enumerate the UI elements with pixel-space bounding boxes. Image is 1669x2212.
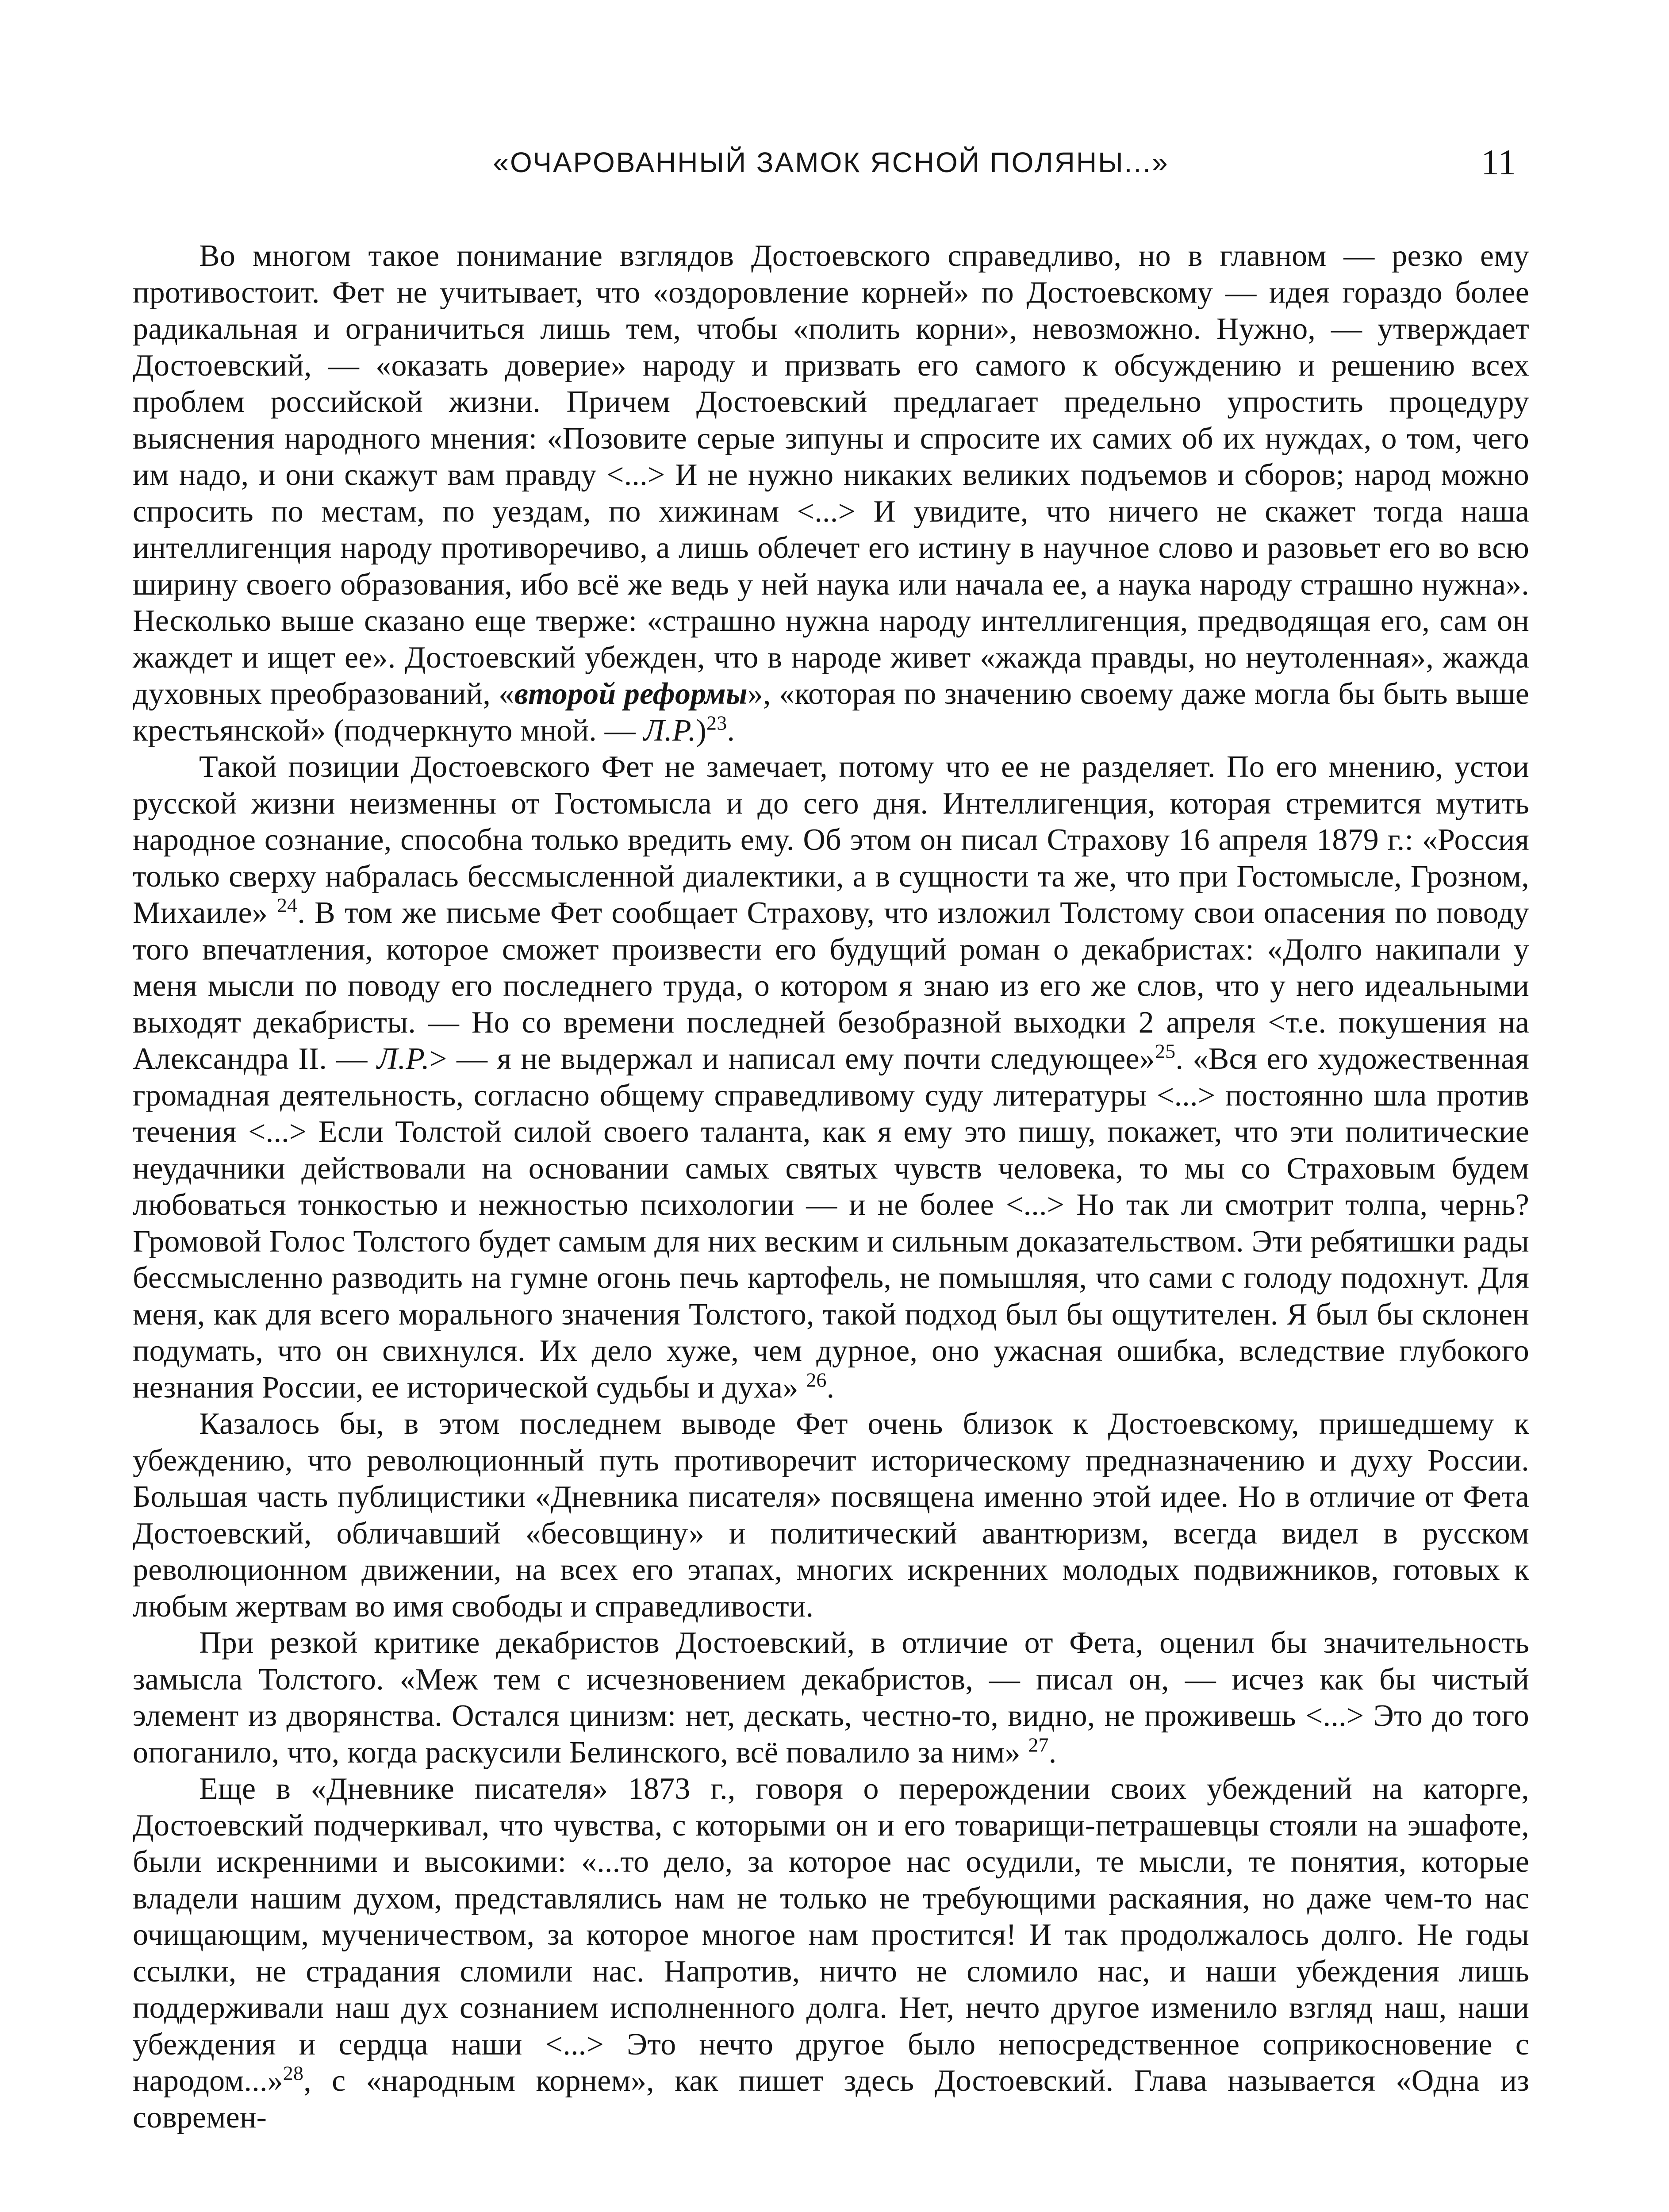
paragraph — [133, 749, 1529, 1406]
text-run: », «которая по значению своему даже могла бы быть выше крестьянской» (подчеркнуто мной. — — [133, 677, 1529, 748]
emphasis-text: Л.Р. — [377, 1042, 430, 1076]
text-run: > — я не выдержал и написал ему почти следующее» — [429, 1042, 1155, 1076]
footnote-ref: 24 — [276, 894, 298, 917]
paragraph — [133, 238, 1529, 749]
paragraph — [133, 1625, 1529, 1771]
text-run: , с «народным корнем», как пишет здесь Достоевский. Глава называется «Одна из современ- — [133, 2064, 1529, 2135]
text-run: Во многом такое понимание взглядов Достоевского справедливо, но в главном — резко ему противостоит. Фет не учитывает, что «оздоровление корней» по Достоевскому — идея гораздо более радикальная и ограничиться лишь тем, чтобы «полить корни», невозможно. Нужно, — утверждает Достоевский, — «оказать доверие» народу и призвать его самого к обсуждению и решению всех проблем российской жизни. Причем Достоевский предлагает предельно упростить процедуру выяснения народного мнения: «Позовите серые зипуны и спросите их самих об их нуждах, о том, чего им надо, и они скажут вам правду <...> И не нужно никаких великих подъемов и сборов; народ можно спросить по местам, по уездам, по хижинам <...> И увидите, что ничего не скажет тогда наша интеллигенция народу противоречиво, а лишь облечет его истину в научное слово и разовьет его во всю ширину своего образования, ибо всё же ведь у ней наука или начала ее, а наука народу страшно нужна». Несколько выше сказано еще тверже: «страшно нужна народу интеллигенция, предводящая его, сам он жаждет и ищет ее». Достоевский убежден, что в народе живет «жажда правды, но неутоленная», жажда духовных преобразований, « — [133, 239, 1529, 711]
emphasis-text: второй реформы — [514, 677, 748, 711]
paragraph — [133, 1406, 1529, 1625]
emphasis-text: Л.Р. — [643, 713, 696, 748]
footnote-ref: 23 — [706, 711, 727, 734]
text-run: Такой позиции Достоевского Фет не замечает, потому что ее не разделяет. По его мнению, устои русской жизни неизменны от Гостомысла и до сего дня. Интеллигенция, которая стремится мутить народное сознание, способна только вредить ему. Об этом он писал Страхову 16 апреля 1879 г.: «Россия только сверху набралась бессмысленной диалектики, а в сущности та же, что при Гостомысле, Грозном, Михаиле» — [133, 750, 1529, 930]
paragraph — [133, 1771, 1529, 2136]
footnote-ref: 26 — [806, 1368, 827, 1391]
text-run: Еще в «Дневнике писателя» 1873 г., говоря о перерождении своих убеждений на каторге, Достоевский подчеркивал, что чувства, с которыми он и его товарищи-петрашевцы стояли на эшафоте, были искренними и высокими: «...то дело, за которое нас осудили, те мысли, те понятия, которые владели нашим духом, представлялись нам не только не требующими раскаяния, но даже чем-то нас очищающим, мученичеством, за которое многое нам простится! И так продолжалось долго. Не годы ссылки, не страдания сломили нас. Напротив, ничто не сломило нас, и наши убеждения лишь поддерживали наш дух сознанием исполненного долга. Нет, нечто другое изменило взгляд наш, наши убеждения и сердца наши <...> Это нечто другое было непосредственное соприкосновение с народом...» — [133, 1772, 1529, 2098]
book-page — [133, 133, 1529, 2136]
text-run: При резкой критике декабристов Достоевский, в отличие от Фета, оценил бы значительность замысла Толстого. «Меж тем с исчезновением декабристов, — писал он, — исчез как бы чистый элемент из дворянства. Остался цинизм: нет, дескать, честно-то, видно, не проживешь <...> Это до того опоганило, что, когда раскусили Белинского, всё повалило за ним» — [133, 1626, 1529, 1770]
text-run: . — [1048, 1735, 1057, 1770]
body-text — [133, 238, 1529, 2136]
footnote-ref: 25 — [1155, 1040, 1176, 1063]
footnote-ref: 28 — [283, 2062, 304, 2085]
text-run: . «Вся его художественная громадная деятельность, согласно общему справедливому суду литературы <...> постоянно шла против течения <...> Если Толстой силой своего таланта, как я ему это пишу, покажет, что эти политические неудачники действовали на основании самых святых чувств человека, то мы со Страховым будем любоваться тонкостью и нежностью психологии — и не более <...> Но так ли смотрит толпа, чернь? Громовой Голос Толстого будет самым для них веским и сильным доказательством. Эти ребятишки рады бессмысленно разводить на гумне огонь печь картофель, не помышляя, что сами с голоду подохнут. Для меня, как для всего морального значения Толстого, такой подход был бы ощутителен. Я был бы склонен подумать, что он свихнулся. Их дело хуже, чем дурное, оно ужасная ошибка, вследствие глубокого незнания России, ее исторической судьбы и духа» — [133, 1042, 1529, 1405]
running-title: «ОЧАРОВАННЫЙ ЗАМОК ЯСНОЙ ПОЛЯНЫ...» — [493, 146, 1169, 178]
text-run: . В том же письме Фет сообщает Страхову, что изложил Толстому свои опасения по поводу того впечатления, которое сможет произвести его будущий роман о декабристах: «Долго накипали у меня мысли по поводу его последнего труда, о котором я знаю из его же слов, что у него идеальными выходят декабристы. — Но со времени последней безобразной выходки 2 апреля <т.е. покушения на Александра II. — — [133, 896, 1529, 1076]
text-run: . — [727, 713, 735, 748]
text-run: ) — [696, 713, 707, 748]
text-run: . — [826, 1370, 835, 1405]
footnote-ref: 27 — [1028, 1733, 1049, 1756]
page-header — [133, 133, 1529, 190]
text-run: Казалось бы, в этом последнем выводе Фет очень близок к Достоевскому, пришедшему к убеждению, что революционный путь противоречит историческому предназначению и духу России. Большая часть публицистики «Дневника писателя» посвящена именно этой идее. Но в отличие от Фета Достоевский, обличавший «бесовщину» и политический авантюризм, всегда видел в русском революционном движении, на всех его этапах, многих искренних молодых подвижников, готовых к любым жертвам во имя свободы и справедливости. — [133, 1407, 1529, 1624]
page-number: 11 — [1481, 142, 1516, 182]
